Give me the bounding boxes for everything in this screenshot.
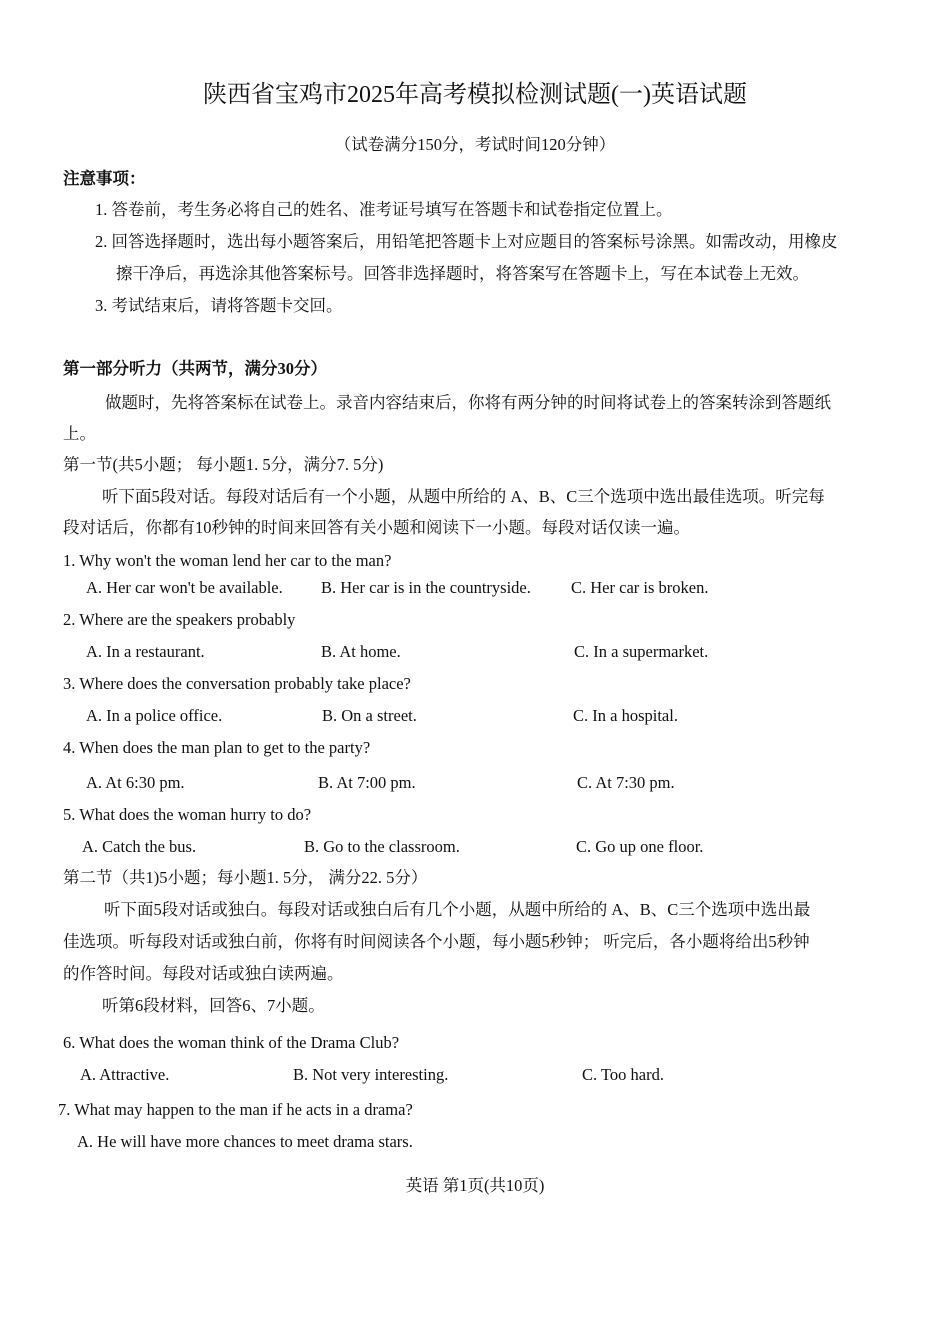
question-3: 3. Where does the conversation probably take place? [63, 674, 411, 693]
page-title: 陕西省宝鸡市2025年高考模拟检测试题(一)英语试题 [203, 82, 747, 108]
part1-intro: 做题时，先将答案标在试卷上。录音内容结束后，你将有两分钟的时间将试卷上的答案转涂到答题纸 [105, 393, 831, 412]
q4-option-c: C. At 7:30 pm. [577, 773, 675, 792]
q6-option-b: B. Not very interesting. [293, 1065, 449, 1084]
q4-option-a: A. At 6:30 pm. [86, 773, 185, 792]
section2-intro-end: 的作答时间。每段对话或独白读两遍。 [63, 964, 344, 983]
q1-option-a: A. Her car won't be available. [86, 578, 283, 597]
section1-intro-continued: 段对话后，你都有10秒钟的时间来回答有关小题和阅读下一小题。每段对话仅读一遍。 [63, 518, 690, 537]
q2-option-a: A. In a restaurant. [86, 642, 205, 661]
q1-option-b: B. Her car is in the countryside. [321, 578, 531, 597]
q5-option-c: C. Go up one floor. [576, 837, 704, 856]
notice-item-2-continued: 擦干净后，再选涂其他答案标号。回答非选择题时，将答案写在答题卡上，写在本试卷上无效。 [116, 264, 809, 283]
q3-option-c: C. In a hospital. [573, 706, 678, 725]
notice-item-2: 2. 回答选择题时，选出每小题答案后，用铅笔把答题卡上对应题目的答案标号涂黑。如需改动，用橡皮 [95, 232, 838, 251]
notice-item-3: 3. 考试结束后，请将答题卡交回。 [95, 296, 343, 315]
material-note: 听第6段材料，回答6、7小题。 [102, 996, 325, 1015]
question-7: 7. What may happen to the man if he acts in a drama? [58, 1100, 413, 1119]
q6-option-c: C. Too hard. [582, 1065, 664, 1084]
question-4: 4. When does the man plan to get to the party? [63, 738, 371, 757]
notice-item-1: 1. 答卷前，考生务必将自己的姓名、准考证号填写在答题卡和试卷指定位置上。 [95, 200, 673, 219]
question-5: 5. What does the woman hurry to do? [63, 805, 312, 824]
section1-heading: 第一节(共5小题； 每小题1. 5分，满分7. 5分) [63, 455, 384, 474]
section2-intro: 听下面5段对话或独白。每段对话或独白后有几个小题，从题中所给的 A、B、C三个选项中选出最 [104, 900, 811, 919]
question-1: 1. Why won't the woman lend her car to the man? [63, 551, 392, 570]
q7-option-a: A. He will have more chances to meet drama stars. [77, 1132, 413, 1151]
q1-option-c: C. Her car is broken. [571, 578, 709, 597]
part1-heading: 第一部分听力（共两节，满分30分） [63, 359, 327, 378]
q3-option-a: A. In a police office. [86, 706, 223, 725]
notice-heading: 注意事项： [63, 169, 146, 188]
q5-option-a: A. Catch the bus. [82, 837, 197, 856]
exam-info: （试卷满分150分，考试时间120分钟） [334, 135, 616, 154]
section2-intro-continued: 佳选项。听每段对话或独白前，你将有时间阅读各个小题，每小题5秒钟； 听完后，各小题将给出5秒钟 [63, 932, 810, 951]
q5-option-b: B. Go to the classroom. [304, 837, 460, 856]
q2-option-b: B. At home. [321, 642, 401, 661]
q6-option-a: A. Attractive. [80, 1065, 170, 1084]
question-2: 2. Where are the speakers probably [63, 610, 296, 629]
q4-option-b: B. At 7:00 pm. [318, 773, 416, 792]
part1-intro-continued: 上。 [63, 424, 96, 443]
q3-option-b: B. On a street. [322, 706, 417, 725]
page-footer: 英语 第1页(共10页) [405, 1176, 545, 1195]
section1-intro: 听下面5段对话。每段对话后有一个小题，从题中所给的 A、B、C三个选项中选出最佳选项。听完每 [102, 487, 825, 506]
question-6: 6. What does the woman think of the Drama Club? [63, 1033, 400, 1052]
section2-heading: 第二节（共1)5小题；每小题1. 5分， 满分22. 5分） [63, 868, 428, 887]
q2-option-c: C. In a supermarket. [574, 642, 709, 661]
